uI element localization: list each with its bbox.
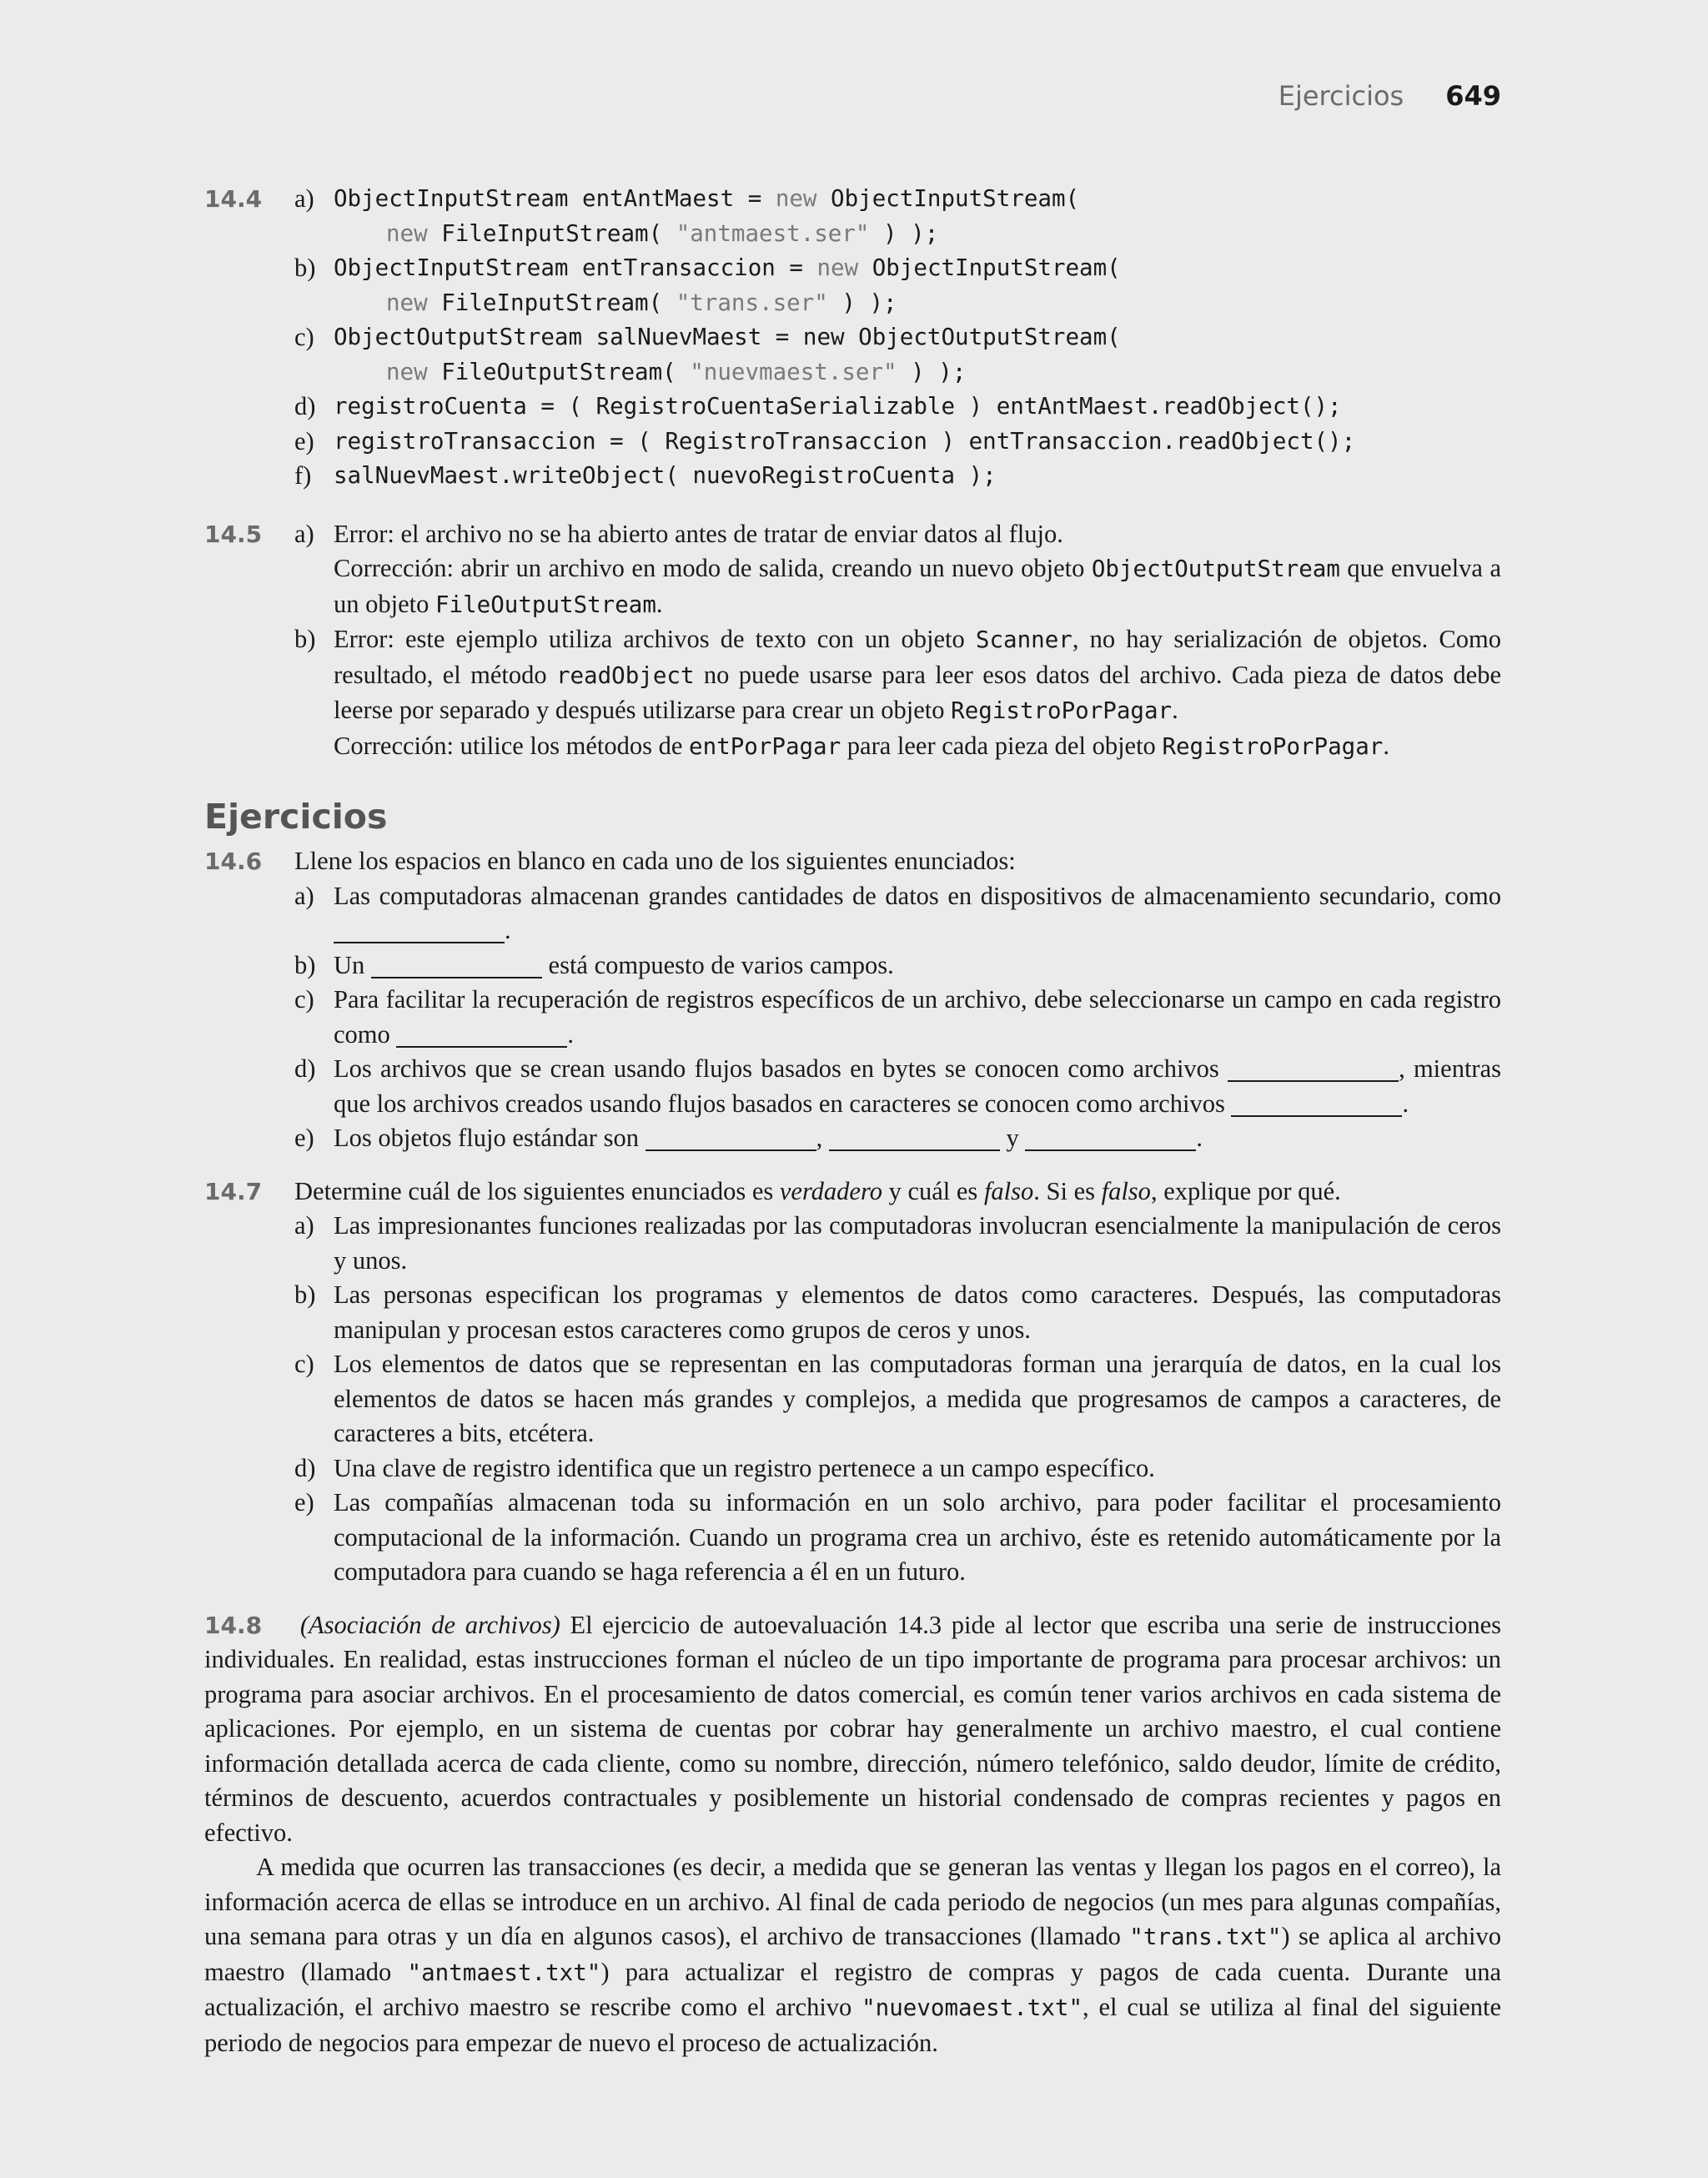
exercise-14-4	[204, 182, 1501, 494]
correction-text: Corrección: utilice los métodos de entPorPagar para leer cada pieza del objeto RegistroPorPagar.	[334, 731, 1389, 760]
question-item-c: c) Para facilitar la recuperación de registros específicos de un archivo, debe seleccionarse un campo en cada registro como .	[204, 983, 1501, 1052]
question-item-a: a) Las computadoras almacenan grandes cantidades de datos en dispositivos de almacenamiento secundario, como .	[204, 879, 1501, 948]
item-label: d)	[294, 392, 316, 420]
blank-line	[1025, 1124, 1196, 1152]
blank-line	[371, 951, 542, 978]
item-label: e)	[294, 426, 314, 455]
question-item-d: d) Los archivos que se crean usando flujos basados en bytes se conocen como archivos , mientras que los archivos creados usando flujos basados en caracteres se conocen como archivos .	[204, 1052, 1501, 1121]
exercise-instructions: Llene los espacios en blanco en cada uno de los siguientes enunciados:	[294, 847, 1016, 875]
code-line: new FileInputStream( "antmaest.ser" ) );	[386, 219, 939, 247]
code-line: registroCuenta = ( RegistroCuentaSerializable ) entAntMaest.readObject();	[334, 393, 1342, 420]
exercise-number: 14.8	[204, 1611, 263, 1639]
item-label: b)	[294, 625, 316, 653]
item-label: c)	[294, 323, 314, 351]
answer-item-b	[204, 622, 1501, 764]
answer-item-d	[204, 390, 1501, 425]
item-label: c)	[294, 985, 314, 1014]
question-item-c: c) Los elementos de datos que se representan en las computadoras forman una jerarquía de datos, en la cual los elementos de datos se hacen más grandes y complejos, a medida que progresamos de campos a caracteres, de caracteres a bits, etcétera.	[204, 1347, 1501, 1451]
blank-line	[396, 1020, 567, 1048]
exercise-paragraph: A medida que ocurren las transacciones (es decir, a medida que se generan las ventas y llegan los pagos en el correo), la información acerca de ellas se introduce en un archivo. Al final de cada periodo de negocios (un mes para algunas compañías, una semana para otras y un día en algunos casos), el archivo de transacciones (llamado "trans.txt") se aplica al archivo maestro (llamado "antmaest.txt") para actualizar el registro de compras y pagos de cada cuenta. Durante una actualización, el archivo maestro se rescribe como el archivo "nuevomaest.txt", el cual se utiliza al final del siguiente periodo de negocios para empezar de nuevo el proceso de actualización.	[204, 1853, 1502, 2057]
question-item-e: e) Las compañías almacenan toda su información en un solo archivo, para poder facilitar el procesamiento computacional de la información. Cuando un programa crea un archivo, éste es retenido automáticamente por la computadora para cuando se haga referencia a él en un futuro.	[204, 1486, 1501, 1590]
exercise-number: 14.4	[204, 185, 263, 213]
error-text: Error: este ejemplo utiliza archivos de texto con un objeto Scanner, no hay serialización de objetos. Como resultado, el método readObject no puede usarse para leer esos datos del archivo. Cada pieza de datos debe leerse por separado y después utilizarse para crear un objeto RegistroPorPagar.	[334, 625, 1501, 724]
answer-item-f	[204, 459, 1501, 494]
item-label: a)	[294, 1211, 314, 1240]
exercise-14-5	[204, 517, 1501, 765]
answer-item-a	[204, 182, 1501, 251]
question-item-d: d) Una clave de registro identifica que un registro pertenece a un campo específico.	[204, 1451, 1501, 1486]
error-text: Error: el archivo no se ha abierto antes de tratar de enviar datos al flujo.	[334, 519, 1063, 548]
item-label: b)	[294, 1280, 316, 1309]
exercise-14-8	[204, 1608, 1501, 2061]
blank-line	[1228, 1055, 1399, 1083]
blank-line	[1231, 1089, 1402, 1117]
exercise-14-6	[204, 844, 1501, 1156]
answer-item-c	[204, 320, 1501, 390]
page-content	[204, 182, 1501, 2060]
item-label: d)	[294, 1054, 316, 1083]
exercise-title: (Asociación de archivos)	[299, 1610, 560, 1639]
exercise-number: 14.6	[204, 848, 263, 875]
exercise-number: 14.5	[204, 520, 263, 548]
item-label: e)	[294, 1124, 314, 1152]
item-label: f)	[294, 461, 312, 490]
section-heading: Ejercicios	[204, 797, 388, 837]
question-item-b: b) Un está compuesto de varios campos.	[204, 948, 1501, 983]
exercise-paragraph: 14.8 (Asociación de archivos) El ejercicio de autoevaluación 14.3 pide al lector que escriba una serie de instrucciones individuales. En realidad, estas instrucciones forman el núcleo de un tipo importante de programa para procesar archivos: un programa para asociar archivos. En el procesamiento de datos comercial, es común tener varios archivos en cada sistema de aplicaciones. Por ejemplo, en un sistema de cuentas por cobrar hay generalmente un archivo maestro, el cual contiene información detallada acerca de cada cliente, como su nombre, dirección, número telefónico, saldo deudor, límite de crédito, términos de descuento, acuerdos contractuales y posiblemente un historial condensado de compras recientes y pagos en efectivo.	[204, 1610, 1501, 1847]
code-line: salNuevMaest.writeObject( nuevoRegistroCuenta );	[334, 462, 997, 489]
code-line: ObjectInputStream entTransaccion = new ObjectInputStream(	[334, 254, 1121, 281]
page-number: 649	[1445, 80, 1501, 112]
question-item-e: e) Los objetos flujo estándar son , y .	[204, 1121, 1501, 1156]
blank-line	[829, 1124, 1000, 1152]
question-item-b: b) Las personas especifican los programas y elementos de datos como caracteres. Después, las computadoras manipulan y procesan estos caracteres como grupos de ceros y unos.	[204, 1278, 1501, 1347]
item-label: a)	[294, 184, 314, 213]
exercise-14-7	[204, 1175, 1501, 1590]
code-line: new FileOutputStream( "nuevmaest.ser" ) );	[386, 358, 967, 385]
item-label: a)	[294, 519, 314, 548]
exercise-instructions: Determine cuál de los siguientes enunciados es verdadero y cuál es falso. Si es falso, explique por qué.	[294, 1176, 1341, 1205]
header-section-title: Ejercicios	[1278, 80, 1404, 112]
blank-line	[334, 917, 505, 944]
question-item-a: a) Las impresionantes funciones realizadas por las computadoras involucran esencialmente la manipulación de ceros y unos.	[204, 1209, 1501, 1278]
code-line: ObjectOutputStream salNuevMaest = new ObjectOutputStream(	[334, 324, 1121, 350]
code-line: new FileInputStream( "trans.ser" ) );	[386, 289, 897, 316]
blank-line	[646, 1124, 816, 1152]
answer-item-e	[204, 425, 1501, 460]
item-label: c)	[294, 1350, 314, 1378]
code-line: ObjectInputStream entAntMaest = new ObjectInputStream(	[334, 185, 1080, 212]
item-label: a)	[294, 881, 314, 910]
correction-text: Corrección: abrir un archivo en modo de salida, creando un nuevo objeto ObjectOutputStream que envuelva a un objeto FileOutputStream.	[334, 554, 1501, 618]
answer-item-b	[204, 251, 1501, 320]
item-label: b)	[294, 254, 316, 282]
item-label: d)	[294, 1453, 316, 1482]
running-header	[1278, 80, 1501, 112]
item-label: e)	[294, 1488, 314, 1517]
code-line: registroTransaccion = ( RegistroTransaccion ) entTransaccion.readObject();	[334, 427, 1356, 455]
answer-item-a	[204, 517, 1501, 623]
exercise-number: 14.7	[204, 1177, 263, 1205]
item-label: b)	[294, 950, 316, 979]
